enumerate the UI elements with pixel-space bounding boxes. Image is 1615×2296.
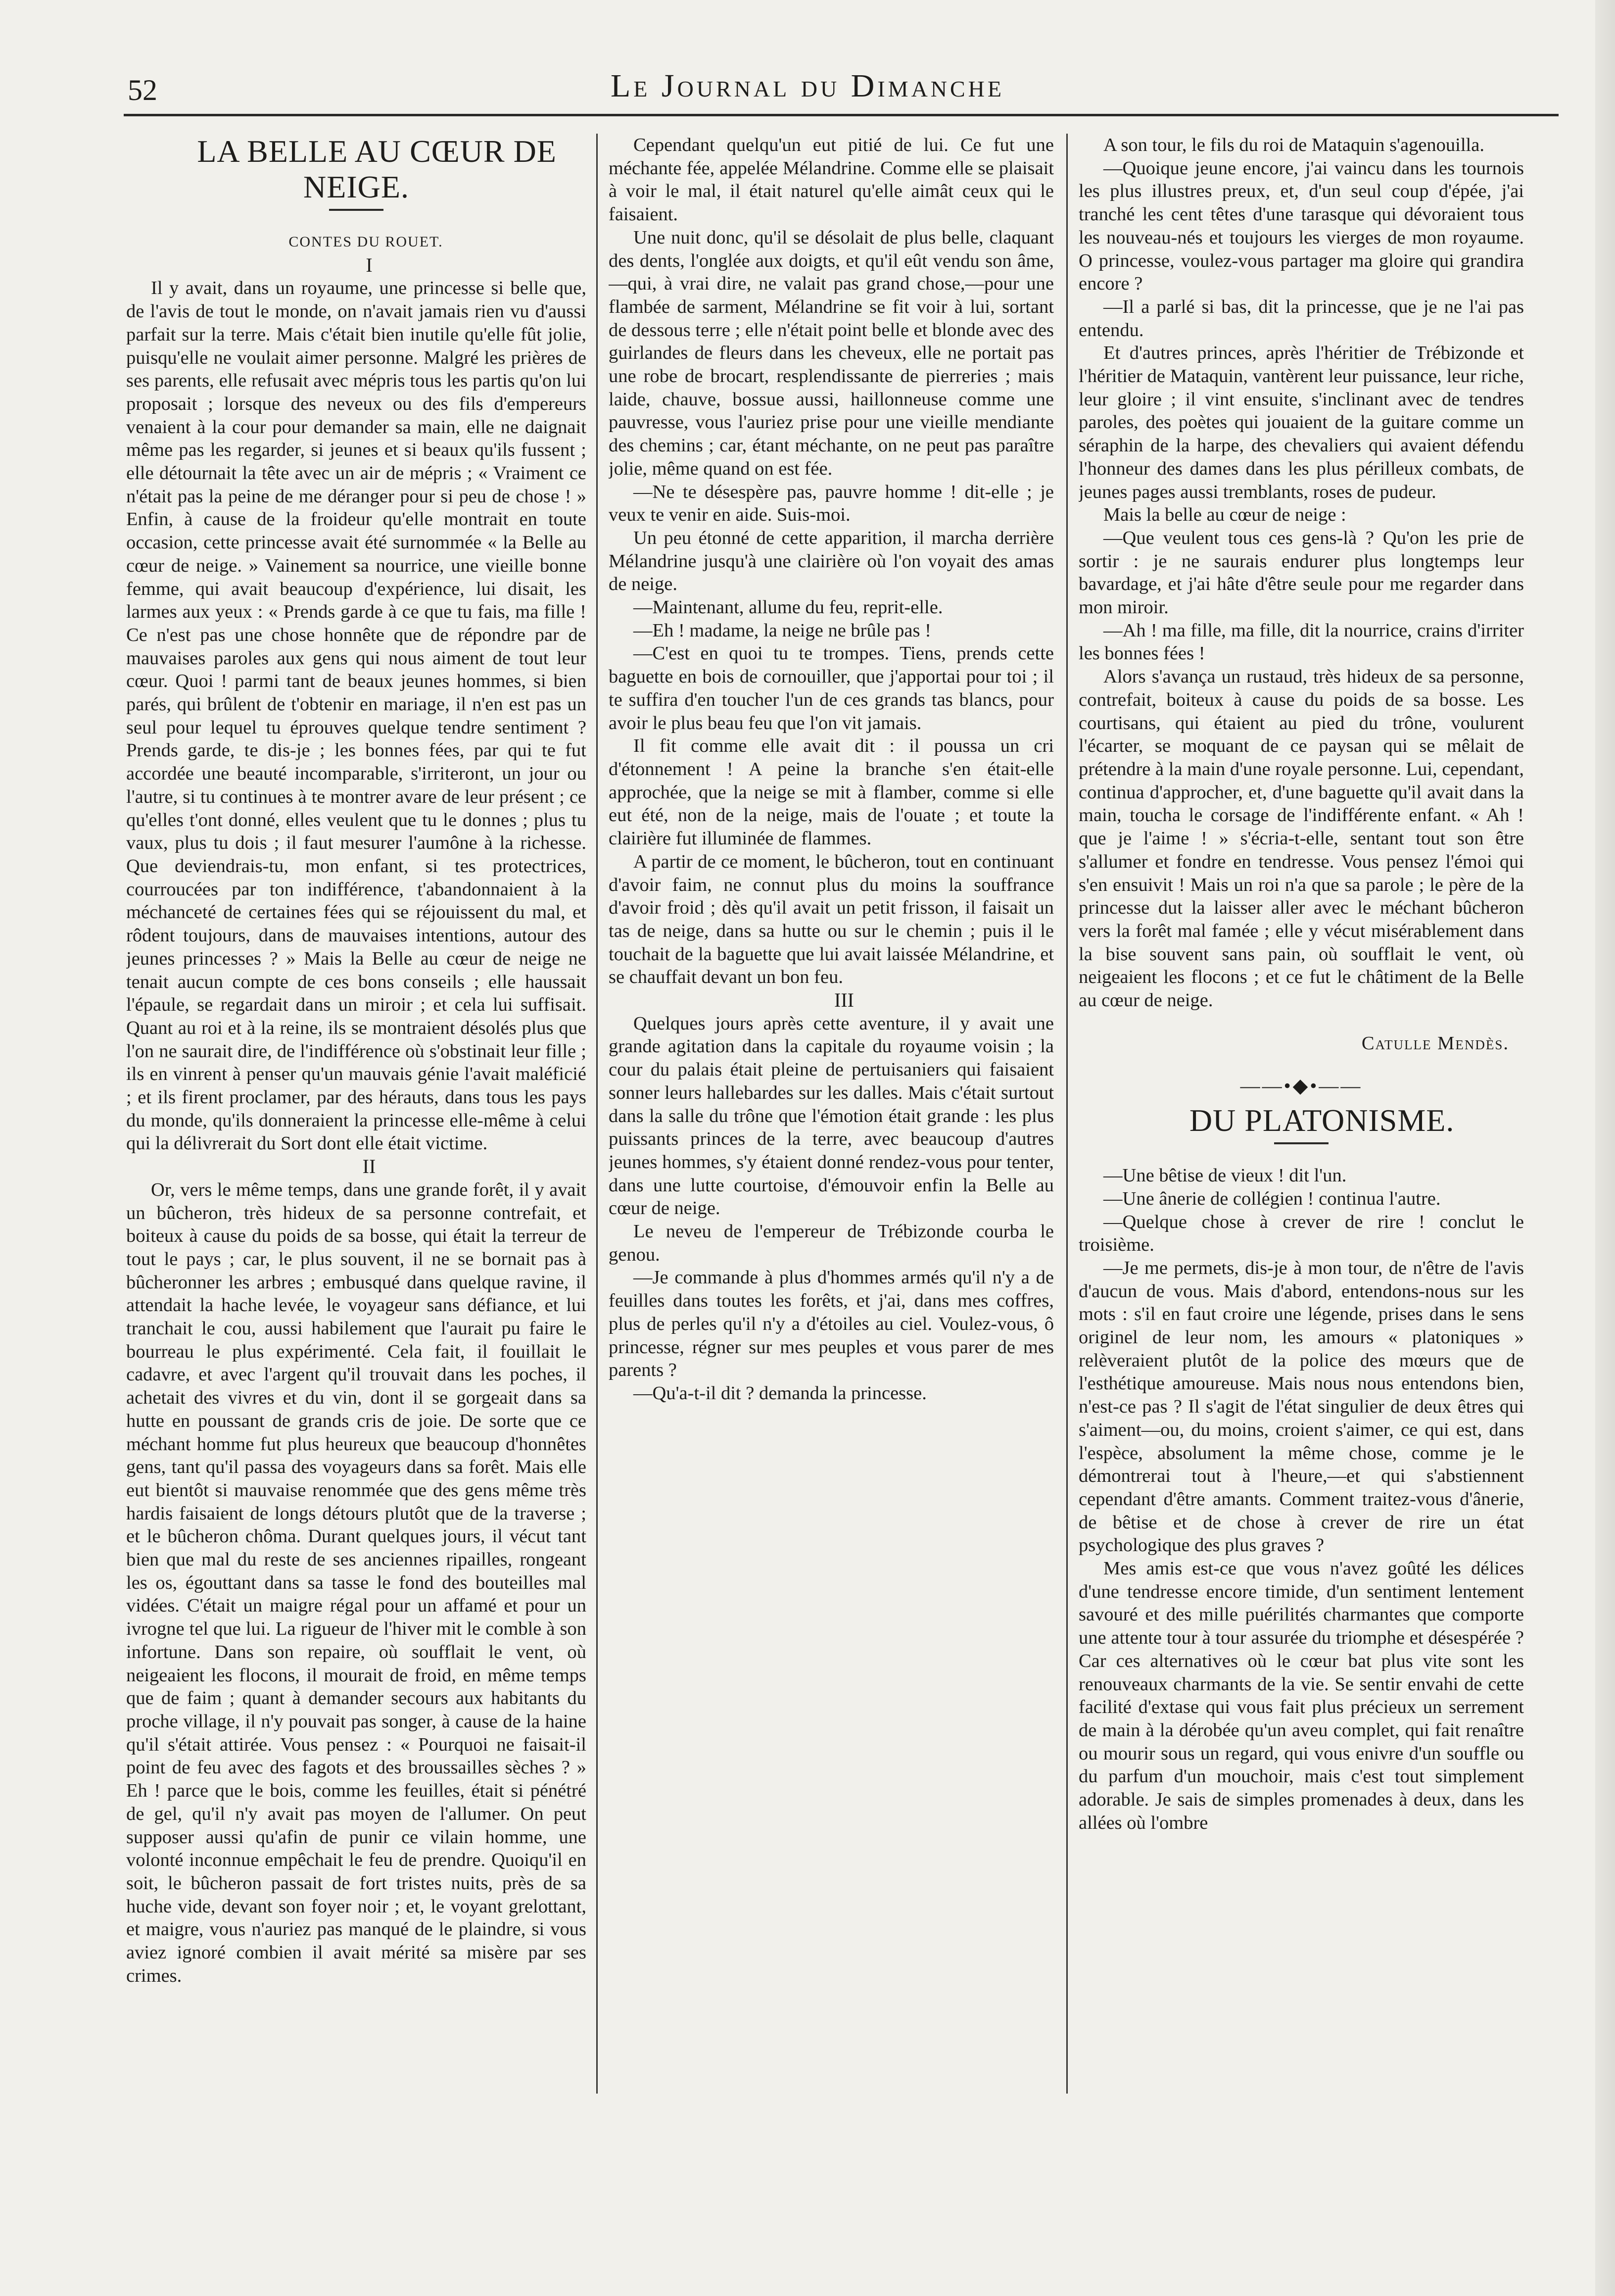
- column-divider: [596, 134, 598, 2094]
- paragraph: Il y avait, dans un royaume, une princesse si belle que, de l'avis de tout le monde, on n'avait jamais rien vu d'aussi parfait sur la terre. Mais c'était bien inutile qu'elle fût jolie, puisqu'elle ne voulait aimer personne. Malgré les prières de ses parents, elle refusait avec mépris tous les partis qu'on lui proposait ; lorsque des neveux ou des fils d'empereurs venaient à la cour pour demander sa main, elle ne daignait même pas les regarder, si jeunes et si beaux qu'ils fussent ; elle détournait la tête avec un air de mépris ; « Vraiment ce n'était pas la peine de me déranger pour si peu de chose ! » Enfin, à cause de la froideur qu'elle montrait en toute occasion, cette princesse avait été surnommée « la Belle au cœur de neige. » Vainement sa nourrice, une vieille bonne femme, qui avait beaucoup d'expérience, lui disait, les larmes aux yeux : « Prends garde à ce que tu fais, ma fille ! Ce n'est pas une chose honnête que de répondre par de mauvaises paroles aux gens qui nous aiment de tout leur cœur. Quoi ! parmi tant de beaux jeunes hommes, si bien parés, qui brûlent de t'obtenir en mariage, il n'en est pas un seul pour lequel tu éprouves quelque tendre sentiment ? Prends garde, te dis-je ; les bonnes fées, par qui te fut accordée une beauté incomparable, s'irriteront, un jour ou l'autre, si tu continues à te montrer avare de leur présent ; ce qu'elles t'ont donné, elles veulent que tu le donnes ; plus tu vaux, plus tu dois ; il faut mesurer l'aumône à la richesse. Que deviendrais-tu, mon enfant, si tes protectrices, courroucées par ton indifférence, t'abandonnaient à la méchanceté de certaines fées qui se réjouissent du mal, et rôdent toujours, dans de mauvaises intentions, autour des jeunes princesses ? » Mais la Belle au cœur de neige ne tenait aucun compte de ces bons conseils ; elle haussait l'épaule, se regardait dans un miroir ; et cela lui suffisait. Quant au roi et à la reine, ils se montraient désolés plus que l'on ne saurait dire, de l'indifférence où s'obstinait leur fille ; ils en vinrent à penser qu'un mauvais génie l'avait maléficié ; et ils firent proclamer, par des hérauts, dans tous les pays du monde, qu'ils donneraient la princesse elle-même à celui qui la délivrerait du Sort dont elle était victime.: [126, 278, 586, 1154]
- section-number: III: [834, 989, 854, 1012]
- paragraph: —Une ânerie de collégien ! continua l'autre.: [1103, 1188, 1441, 1209]
- paragraph: —Qu'a-t-il dit ? demanda la princesse.: [633, 1382, 927, 1404]
- paragraph: Et d'autres princes, après l'héritier de Trébizonde et l'héritier de Mataquin, vantèrent leur puissance, leur riche, leur gloire ; il vint ensuite, s'inclinant avec de tendres paroles, des poètes qui jouaient de la guitare comme un séraphin de la harpe, des chevaliers qui avaient défendu l'honneur des dames dans les plus périlleux combats, de jeunes pages aussi tremblants, roses de pudeur.: [1079, 342, 1524, 502]
- paragraph: Il fit comme elle avait dit : il poussa un cri d'étonnement ! A peine la branche s'en était-elle approchée, que la neige se mit à flamber, comme si elle eut été, non de la neige, mais de l'ouate ; et toute la clairière fut illuminée de flammes.: [609, 735, 1054, 849]
- paragraph: —Quoique jeune encore, j'ai vaincu dans les tournois les plus illustres preux, et, d'un seul coup d'épée, j'ai tranché les cent têtes d'une tarasque qui dévoraient tous les nouveau-nés et toujours les vierges de mon royaume. O princesse, voulez-vous partager ma gloire qui grandira encore ?: [1079, 157, 1524, 294]
- header-rule: [124, 114, 1559, 116]
- paragraph: —C'est en quoi tu te trompes. Tiens, prends cette baguette en bois de cornouiller, que j'apportai pour toi ; il te suffira d'en toucher l'un de ces grands tas blancs, pour avoir le plus beau feu que l'on vit jamais.: [609, 643, 1054, 733]
- paragraph: Cependant quelqu'un eut pitié de lui. Ce fut une méchante fée, appelée Mélandrine. Comme elle se plaisait à voir le mal, il était naturel qu'elle aimât ceux qui le faisaient.: [609, 135, 1054, 225]
- paragraph: —Ah ! ma fille, ma fille, dit la nourrice, crains d'irriter les bonnes fées !: [1079, 620, 1524, 664]
- paragraph: Le neveu de l'empereur de Trébizonde courba le genou.: [609, 1221, 1054, 1265]
- paragraph: —Une bêtise de vieux ! dit l'un.: [1103, 1165, 1347, 1186]
- article-title: DU PLATONISME.: [1189, 1103, 1455, 1138]
- column-1: [126, 134, 586, 2123]
- paragraph: —Quelque chose à crever de rire ! conclut le troisième.: [1079, 1211, 1524, 1256]
- journal-title: Le Journal du Dimanche: [610, 68, 1005, 104]
- paragraph: A partir de ce moment, le bûcheron, tout en continuant d'avoir faim, ne connut plus du moins la souffrance d'avoir froid ; dès qu'il avait un petit frisson, il faisait un tas de neige, dans sa hutte ou sur le chemin ; puis il le touchait de la baguette que lui avait laissée Mélandrine, et se chauffait devant un bon feu.: [609, 851, 1054, 988]
- page-edge: [1595, 0, 1615, 2296]
- author-signature: Catulle Mendès.: [1361, 1032, 1509, 1054]
- paragraph: —Ne te désespère pas, pauvre homme ! dit-elle ; je veux te venir en aide. Suis-moi.: [609, 481, 1054, 526]
- paragraph: —Je commande à plus d'hommes armés qu'il n'y a de feuilles dans toutes les forêts, et j'ai, dans mes coffres, plus de perles qu'il n'y a d'étoiles au ciel. Voulez-vous, ô princesse, régner sur mes peuples et vous parer de mes parents ?: [609, 1267, 1054, 1381]
- column-2: [609, 134, 1054, 2123]
- paragraph: —Eh ! madame, la neige ne brûle pas !: [633, 620, 931, 641]
- paragraph: Or, vers le même temps, dans une grande forêt, il y avait un bûcheron, très hideux de sa personne contrefait, et boiteux à cause du poids de sa bosse, qui était la terreur de tout le pays ; car, le plus souvent, il ne se bornait pas à bûcheronner les arbres ; embusqué dans quelque ravine, il attendait la hache levée, le voyageur sans défiance, et lui tranchait le cou, aussi habilement que l'aurait pu faire le bourreau le plus expérimenté. Cela fait, il fouillait le cadavre, et avec l'argent qu'il trouvait dans les poches, il achetait des vivres et du vin, dont il se gorgeait dans sa hutte en poussant de grands cris de joie. De sorte que ce méchant homme fut plus heureux que beaucoup d'honnêtes gens, tant qu'il passa des voyageurs dans sa forêt. Mais elle eut bientôt si mauvaise renommée que des gens même très hardis faisaient de longs détours plutôt que de la traverse ; et le bûcheron chôma. Durant quelques jours, il vécut tant bien que mal du reste de ses anciennes ripailles, rongeant les os, égouttant dans sa tasse le fond des bouteilles mal vidées. C'était un maigre régal pour un affamé et pour un ivrogne tel que lui. La rigueur de l'hiver mit le comble à son infortune. Dans son repaire, où soufflait le vent, où neigeaient les flocons, il mourait de froid, en même temps que de faim ; quant à demander secours aux habitants du proche village, il n'y pouvait pas songer, à cause de la haine qu'il s'était attirée. Vous pensez : « Pourquoi ne faisait-il point de feu avec des fagots et des broussailles sèches ? » Eh ! parce que le bois, comme les feuilles, était si pénétré de gel, qu'il n'y avait pas moyen de l'allumer. On peut supposer aussi qu'afin de punir ce vilain homme, une volonté inconnue empêchait le feu de prendre. Quoiqu'il en soit, le bûcheron passait de fort tristes nuits, près de sa huche vide, devant son foyer noir ; et, le voyant grelottant, et maigre, vous n'auriez pas manqué de le plaindre, si vous aviez ignoré combien il avait mérité sa misère par ses crimes.: [126, 1179, 586, 1986]
- paragraph: A son tour, le fils du roi de Mataquin s'agenouilla.: [1103, 135, 1484, 155]
- paragraph: Mes amis est-ce que vous n'avez goûté les délices d'une tendresse encore timide, d'un sentiment lentement savouré et des mille puérilités charmantes que comporte une attente tour à tour assurée du triomphe et désespérée ? Car ces alternatives où le cœur bat plus vite sont les renouveaux charmants de la vie. Se sentir envahi de cette facilité d'extase qui vous fait plus précieux un serrement de main à la dérobée qu'un aveu complet, qui fait renaître ou mourir sous un regard, qui vous enivre d'un souffle ou du parfum d'un mouchoir, mais c'est tout simplement adorable. Je sais de simples promenades à deux, dans les allées où l'ombre: [1079, 1558, 1524, 1833]
- paragraph: Une nuit donc, qu'il se désolait de plus belle, claquant des dents, l'onglée aux doigts, et qu'il eût vendu son âme,—qui, à vrai dire, ne valait pas grand chose,—pour une flambée de sarment, Mélandrine se fit voir à lui, sortant de dessous terre ; elle n'était point belle et blonde avec des guirlandes de fleurs dans les cheveux, elle ne portait pas une robe de brocart, resplendissante de pierreries ; mais laide, chauve, bossue aussi, haillonneuse comme une pauvresse, vous l'auriez prise pour une vieille mendiante des chemins ; car, étant méchante, on ne peut pas paraître jolie, même quand on est fée.: [609, 227, 1054, 479]
- paragraph: —Que veulent tous ces gens-là ? Qu'on les prie de sortir : je ne saurais endurer plus longtemps leur bavardage, et j'ai hâte d'être seule pour me regarder dans mon miroir.: [1079, 527, 1524, 618]
- paragraph: —Je me permets, dis-je à mon tour, de n'être de l'avis d'aucun de vous. Mais d'abord, entendons-nous sur les mots : s'il en faut croire une légende, prises dans le sens originel de leur nom, les amours « platoniques » relèveraient plutôt de la police des mœurs que de l'esthétique amoureuse. Mais nous nous entendons bien, n'est-ce pas ? Il s'agit de l'état singulier de deux êtres qui s'aiment—ou, du moins, croient s'aimer, ce qui est, dans l'espèce, absolument la même chose, comme je le démontrerai tout à l'heure,—et qui s'abstiennent cependant d'être amants. Comment traitez-vous d'ânerie, de bêtise et de chose à crever de rire un état psychologique des plus graves ?: [1079, 1257, 1524, 1556]
- paragraph: —Maintenant, allume du feu, reprit-elle.: [633, 597, 943, 618]
- page-number: 52: [128, 74, 157, 106]
- paragraph: —Il a parlé si bas, dit la princesse, que je ne l'ai pas entendu.: [1079, 296, 1524, 341]
- ornament-divider: ——•◆•——: [1240, 1075, 1363, 1097]
- paragraph: Quelques jours après cette aventure, il y avait une grande agitation dans la capitale du royaume voisin ; la cour du palais était pleine de pertuisaniers qui faisaient sonner leurs hallebardes sur les dalles. Mais c'était surtout dans la salle du trône que l'émotion était grande : les plus puissants princes de la terre, avec beaucoup d'autres jeunes hommes, s'y étaient donné rendez-vous pour tenter, dans une lutte courtoise, d'émouvoir enfin la Belle au cœur de neige.: [609, 1013, 1054, 1219]
- title-rule: [329, 209, 383, 211]
- article-title: LA BELLE AU CŒUR DE NEIGE.: [197, 134, 557, 204]
- column-divider: [1066, 134, 1068, 2094]
- section-number: II: [362, 1155, 376, 1178]
- title-rule: [1274, 1142, 1329, 1144]
- paragraph: Mais la belle au cœur de neige :: [1103, 504, 1346, 526]
- column-3: [1079, 134, 1524, 2123]
- section-number: I: [366, 253, 373, 276]
- article-subtitle: CONTES DU ROUET.: [288, 234, 443, 250]
- paragraph: Alors s'avança un rustaud, très hideux de sa personne, contrefait, boiteux à cause du poids de sa bosse. Les courtisans, qui étaient au pied du trône, voulurent l'écarter, se moquant de ce paysan qui se mêlait de prétendre à la main d'une royale personne. Lui, cependant, continua d'approcher, et, d'une baguette qu'il avait dans la main, toucha le corsage de l'indifférente enfant. « Ah ! que je l'aime ! » s'écria-t-elle, sentant tout son être s'allumer et fondre en tendresse. Vous pensez l'émoi qui s'en ensuivit ! Mais un roi n'a que sa parole ; le père de la princesse dut la laisser aller avec le méchant bûcheron vers la forêt mal famée ; elle y vécut misérablement dans la bise souvent sans pain, où soufflait le vent, où neigeaient les flocons ; et ce fut le châtiment de la Belle au cœur de neige.: [1079, 666, 1524, 1011]
- paragraph: Un peu étonné de cette apparition, il marcha derrière Mélandrine jusqu'à une clairière où l'on voyait des amas de neige.: [609, 527, 1054, 595]
